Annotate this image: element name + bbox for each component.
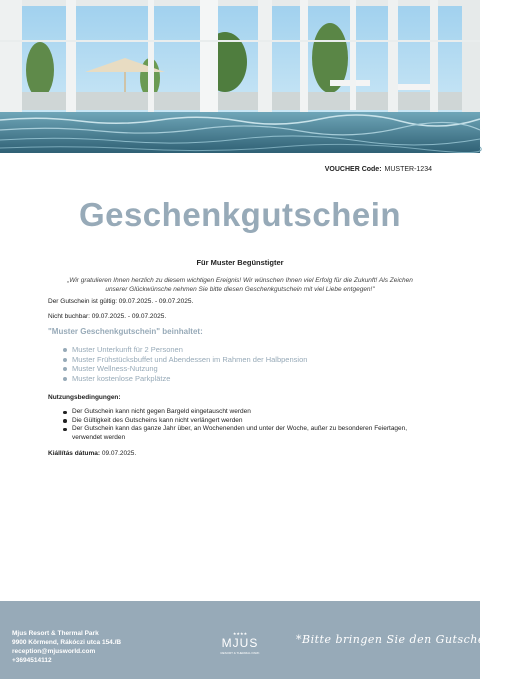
phone-number: +3694514112 — [12, 657, 52, 664]
footer — [0, 601, 520, 679]
validity-period: Der Gutschein ist gültig: 09.07.2025. - 09.07.2025. — [48, 298, 194, 305]
issue-date-value: 09.07.2025. — [101, 450, 137, 457]
street-address: 9900 Körmend, Rákóczi utca 154./B — [12, 639, 122, 646]
voucher-code-value: MUSTER-1234 — [384, 166, 432, 173]
issue-date-label: Kiállítás dátuma: — [48, 450, 101, 457]
recipient-name: Für Muster Begünstigter — [196, 258, 284, 267]
includes-item: Muster Wellness-Nutzung — [72, 364, 307, 374]
includes-item: Muster Frühstücksbuffet und Abendessen im Rahmen der Halbpension — [72, 354, 308, 364]
includes-item: Muster Unterkunft für 2 Personen — [72, 345, 307, 355]
not-bookable-period: Nicht buchbar: 09.07.2025. - 09.07.2025. — [48, 313, 167, 320]
conditions-list — [72, 408, 412, 442]
includes-list — [72, 345, 307, 383]
hero-image — [0, 0, 480, 153]
conditions-item: Die Gültigkeit des Gutscheins kann nicht verlängert werden — [72, 417, 412, 426]
svg-text:★★★★: ★★★★ — [232, 631, 248, 636]
voucher-code-label: VOUCHER Code: — [324, 166, 382, 173]
email-address: reception@mjusworld.com — [12, 648, 96, 655]
logo-text: MJUS — [221, 636, 259, 650]
mjus-logo — [216, 631, 264, 659]
slogan: *Bitte bringen Sie den Gutschein mit — [296, 633, 520, 646]
issue-date — [48, 450, 136, 457]
contact-address — [12, 629, 121, 665]
voucher-code — [325, 166, 432, 173]
logo-subtext: RESORT & THERMAL PARK — [220, 651, 260, 655]
page-title: Geschenkgutschein — [78, 196, 402, 233]
conditions-heading: Nutzungsbedingungen: — [48, 394, 121, 401]
conditions-item: Der Gutschein kann nicht gegen Bargeld eingetauscht werden — [72, 408, 412, 417]
conditions-item: Der Gutschein kann das ganze Jahr über, an Wochenenden und unter der Woche, außer zu besonderen Feiertagen, verwendet werden — [72, 425, 412, 442]
includes-heading: "Muster Geschenkgutschein" beinhaltet: — [48, 327, 203, 336]
greeting-message: „Wir gratulieren Ihnen herzlich zu diesem wichtigen Ereignis! Wir wünschen Ihnen viel Erfolg für die Zukunft! Als Zeichen unserer Glückwünsche nehmen Sie bitte diesen Geschenkgutschein mit viel Liebe entgegen!" — [67, 277, 413, 293]
resort-name: Mjus Resort & Thermal Park — [12, 630, 99, 637]
includes-item: Muster kostenlose Parkplätze — [72, 374, 307, 384]
